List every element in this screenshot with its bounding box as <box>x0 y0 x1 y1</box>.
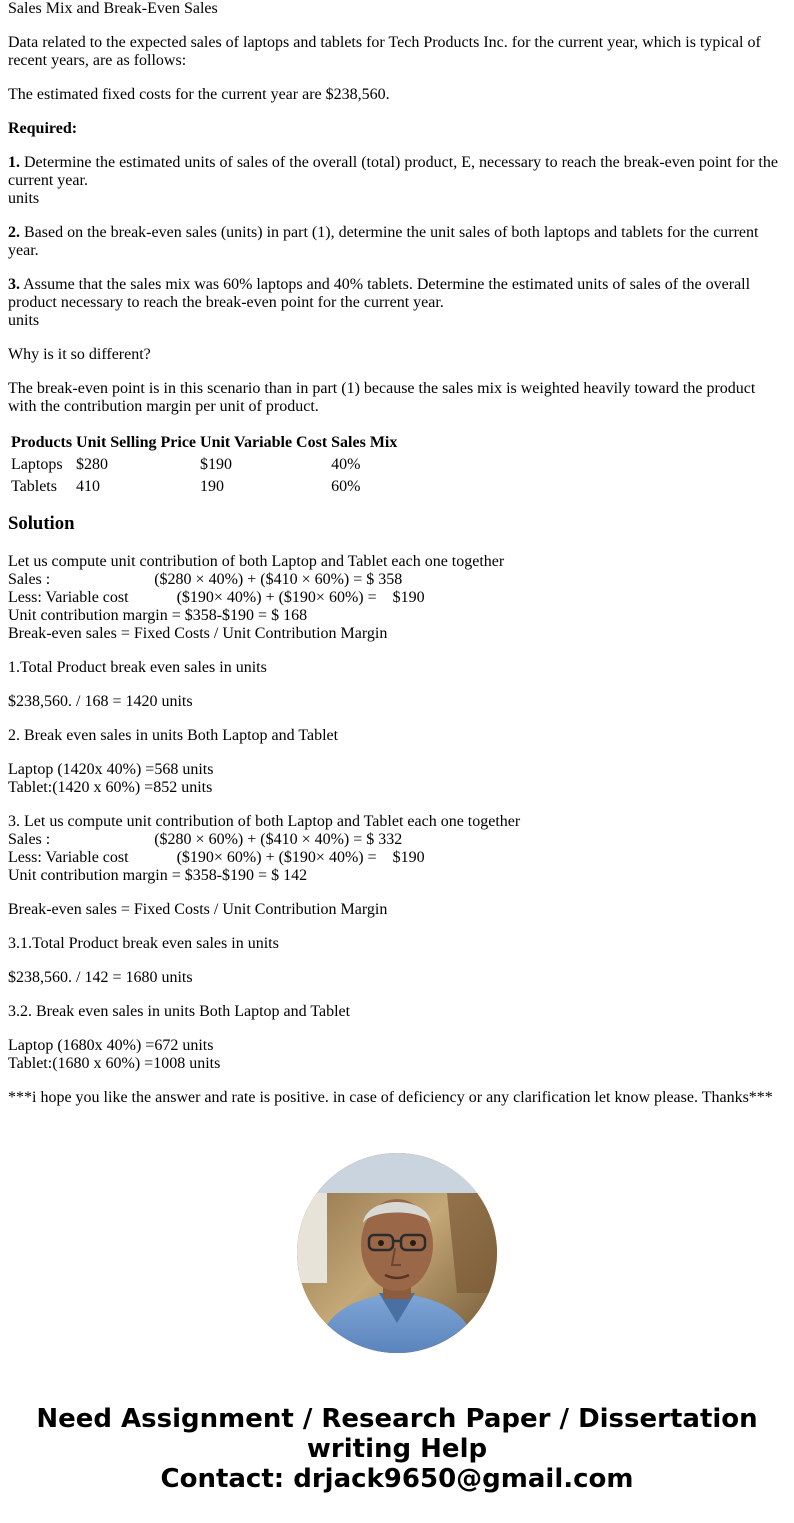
solution-line: Break-even sales = Fixed Costs / Unit Contribution Margin <box>8 625 388 642</box>
header-products: Products <box>11 434 73 451</box>
solution-line: Unit contribution margin = $358-$190 = $ 142 <box>8 867 308 884</box>
solution-line: 3.2. Break even sales in units Both Laptop and Tablet <box>8 1003 351 1020</box>
closing-note: ***i hope you like the answer and rate is positive. in case of deficiency or any clarification let know please. Thanks*** <box>8 1089 773 1106</box>
why-question: Why is it so different? <box>8 346 151 363</box>
promo-banner <box>0 1404 794 1494</box>
avatar-photo <box>297 1153 497 1353</box>
solution-line: 2. Break even sales in units Both Laptop and Tablet <box>8 727 339 744</box>
solution-line: Laptop (1680x 40%) =672 units <box>8 1037 214 1054</box>
solution-line: 1.Total Product break even sales in units <box>8 659 267 676</box>
solution-line: Sales : ($280 × 40%) + ($410 × 60%) = $ 358 <box>8 571 403 588</box>
header-unit-selling-price: Unit Selling Price <box>76 434 197 451</box>
solution-line: Tablet:(1420 x 60%) =852 units <box>8 779 213 796</box>
question-2: 2. Based on the break-even sales (units) in part (1), determine the unit sales of both laptops and tablets for the current year. <box>8 224 759 259</box>
solution-line: Tablet:(1680 x 60%) =1008 units <box>8 1055 221 1072</box>
cell-selling-price: 410 <box>76 478 101 495</box>
solution-line: Less: Variable cost ($190× 40%) + ($190× 60%) = $190 <box>8 589 425 606</box>
author-avatar <box>297 1153 497 1353</box>
cell-sales-mix: 40% <box>331 456 361 473</box>
solution-line: Sales : ($280 × 60%) + ($410 × 40%) = $ 332 <box>8 831 403 848</box>
sales-data-table <box>8 431 400 499</box>
cell-sales-mix: 60% <box>331 478 361 495</box>
question-1: 1. Determine the estimated units of sales of the overall (total) product, E, necessary to reach the break-even point for the current year. <box>8 154 778 189</box>
required-heading: Required: <box>8 120 78 137</box>
cell-variable-cost: $190 <box>200 456 233 473</box>
breakeven-note: The break-even point is in this scenario than in part (1) because the sales mix is weighted heavily toward the product with the contribution margin per unit of product. <box>8 380 756 415</box>
question-1-units: units <box>8 190 40 207</box>
cell-product: Tablets <box>11 478 57 495</box>
solution-heading: Solution <box>8 513 75 534</box>
header-unit-variable-cost: Unit Variable Cost <box>200 434 328 451</box>
promo-contact: Contact: drjack9650@gmail.com <box>160 1464 634 1494</box>
question-3-units: units <box>8 312 40 329</box>
cell-product: Laptops <box>11 456 63 473</box>
solution-line: Less: Variable cost ($190× 60%) + ($190× 40%) = $190 <box>8 849 425 866</box>
solution-line: $238,560. / 142 = 1680 units <box>8 969 193 986</box>
fixed-costs-paragraph: The estimated fixed costs for the current year are $238,560. <box>8 86 390 103</box>
solution-line: Let us compute unit contribution of both Laptop and Tablet each one together <box>8 553 505 570</box>
solution-line: 3.1.Total Product break even sales in units <box>8 935 279 952</box>
cell-variable-cost: 190 <box>200 478 225 495</box>
table-header-row <box>10 433 398 453</box>
page-title: Sales Mix and Break-Even Sales <box>8 0 218 17</box>
solution-line: Unit contribution margin = $358-$190 = $ 168 <box>8 607 308 624</box>
promo-line-1: Need Assignment / Research Paper / Dissertation <box>36 1404 758 1434</box>
table-row <box>10 477 398 497</box>
intro-paragraph: Data related to the expected sales of laptops and tablets for Tech Products Inc. for the current year, which is typical of recent years, are as follows: <box>8 34 761 69</box>
table-row <box>10 455 398 475</box>
solution-line: Laptop (1420x 40%) =568 units <box>8 761 214 778</box>
question-3: 3. Assume that the sales mix was 60% laptops and 40% tablets. Determine the estimated units of sales of the overall product necessary to reach the break-even point for the current year. <box>8 276 751 311</box>
solution-line: $238,560. / 168 = 1420 units <box>8 693 193 710</box>
cell-selling-price: $280 <box>76 456 109 473</box>
header-sales-mix: Sales Mix <box>331 434 398 451</box>
solution-line: 3. Let us compute unit contribution of both Laptop and Tablet each one together <box>8 813 521 830</box>
promo-line-2: writing Help <box>306 1434 488 1464</box>
solution-line: Break-even sales = Fixed Costs / Unit Contribution Margin <box>8 901 388 918</box>
